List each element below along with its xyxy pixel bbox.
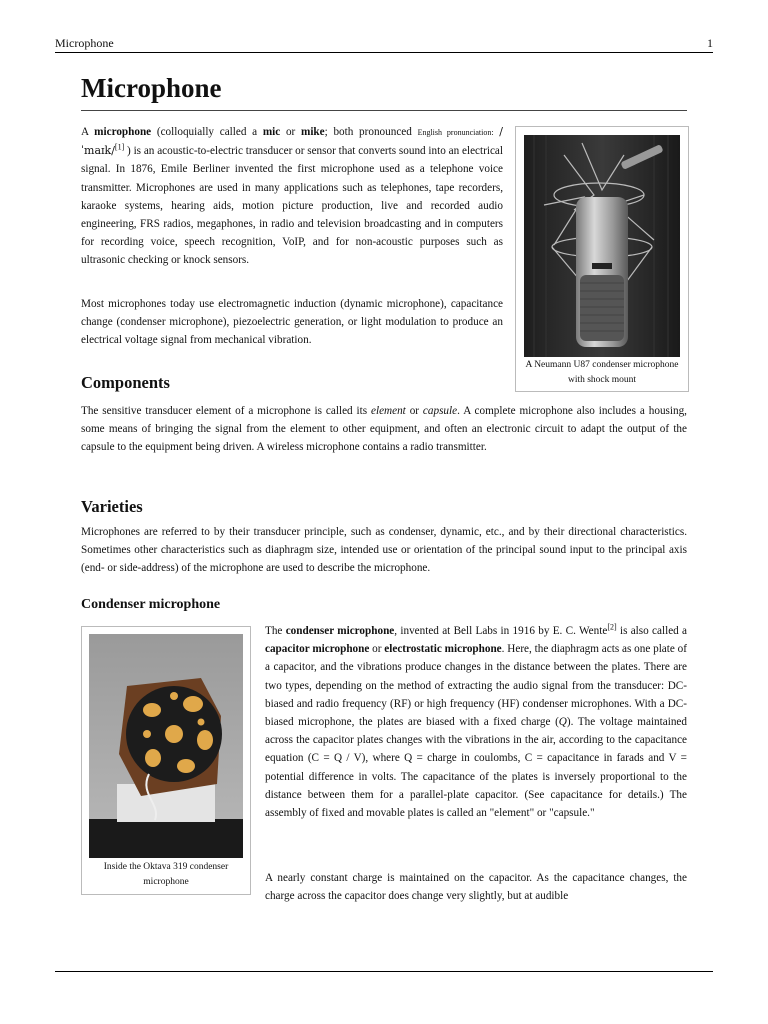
term-element: element — [371, 405, 406, 417]
term-mic: mic — [262, 126, 281, 138]
footer-rule — [55, 971, 713, 972]
oktava-319-image[interactable] — [89, 634, 243, 858]
components-paragraph: The sensitive transducer element of a microphone is called its element or capsule. A complete microphone also includes a housing, some means of bringing the signal from the element to other equipment, and often an electronic circuit to adapt the output of the capsule to the equipment being driven. A wireless microphone contains a radio transmitter. — [81, 405, 687, 454]
citation-1[interactable]: [1] — [114, 142, 125, 152]
figure-caption-oktava: Inside the Oktava 319 condenser microphone — [103, 862, 229, 887]
term-electrostatic-microphone: electrostatic microphone — [384, 643, 502, 656]
term-microphone: microphone — [94, 126, 152, 138]
intro-paragraph-2: Most microphones today use electromagnetic induction (dynamic microphone), capacitance change (condenser microphone), piezoelectric generation, or light modulation to produce an electrical voltage signal from mechanical vibration. — [81, 298, 503, 347]
term-mike: mike — [301, 126, 325, 138]
figure-oktava-319 — [81, 626, 251, 895]
term-condenser-microphone: condenser microphone — [285, 625, 395, 637]
term-capacitor-microphone: capacitor microphone — [265, 643, 370, 656]
citation-2[interactable]: [2] — [607, 622, 617, 632]
header-rule — [55, 52, 713, 53]
term-capsule: capsule — [422, 405, 458, 417]
condenser-paragraph-1: The condenser microphone, invented at Bell Labs in 1916 by E. C. Wente[2] is also called a capacitor microphone or electrostatic microphone. Here, the diaphragm acts as one plate of a capacitor, and the vibrations produce changes in the distance between the plates. There are two types, depending on the method of extracting the audio signal from the transducer: DC-biased and radio frequency (RF) or high frequency (HF) condenser microphones. With a DC-biased microphone, the plates are biased with a fixed charge (Q). The voltage maintained across the capacitor plates changes with the vibrations in the air, according to the capacitance equation (C = Q / V), where Q = charge in coulombs, C = capacitance in farads and V = potential difference in volts. The capacitance of the plates is inversely proportional to the distance between them for a parallel-plate capacitor. (See capacitance for details.) The assembly of fixed and movable plates is called an "element" or "capsule." — [265, 622, 688, 820]
page-number: 1 — [707, 36, 713, 50]
running-header-title: Microphone — [55, 36, 114, 50]
condenser-paragraph-2: A nearly constant charge is maintained on the capacitor. As the capacitance changes, the charge across the capacitor does change very slightly, but at audible — [265, 872, 687, 903]
ipa-pronunciation: /ˈmaɪk/ — [81, 125, 504, 158]
figure-caption-neumann: A Neumann U87 condenser microphone with shock mount — [525, 360, 679, 385]
intro-paragraph: A microphone (colloquially called a mic or mike; both pronounced English pronunciation: /ˈmaɪk/[1] ) is an acoustic-to-electric transducer or sensor that converts sound into an electrical signal. In 1876, Emile Berliner invented the first microphone used as a telephone voice transmitter. Microphones are used in many applications such as telephones, tape recorders, karaoke systems, hearing aids, motion picture production, live and recorded audio engineering, FRS radios, megaphones, in radio and television broadcasting and in computers for recording voice, speech recognition, VoIP, and for non-acoustic purposes such as ultrasonic checking or knock sensors. — [81, 125, 504, 267]
figure-neumann-u87 — [515, 126, 689, 392]
pronunciation-label[interactable]: English pronunciation: — [417, 128, 494, 137]
varieties-paragraph: Microphones are referred to by their transducer principle, such as condenser, dynamic, etc., and by their directional characteristics. Sometimes other characteristics such as diaphragm size, intended use or orientation of the principal sound input to the principal axis (end- or side-address) of the microphone are used to describe the microphone. — [81, 526, 687, 575]
running-header — [55, 36, 713, 52]
heading-components: Components — [81, 373, 170, 392]
article-title: Microphone — [81, 73, 222, 103]
heading-condenser-microphone: Condenser microphone — [81, 597, 221, 612]
neumann-u87-image[interactable] — [524, 135, 680, 357]
symbol-q: Q — [558, 716, 567, 729]
title-rule — [81, 110, 687, 111]
heading-varieties: Varieties — [81, 497, 143, 516]
